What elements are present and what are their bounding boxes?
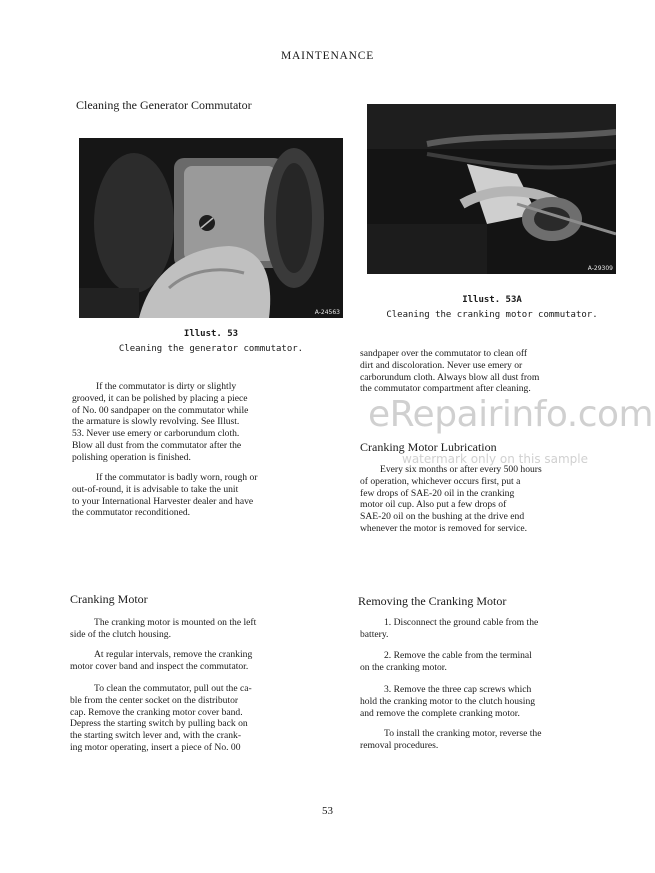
generator-paragraph-1 [72, 381, 352, 464]
illust-53-caption [79, 327, 343, 357]
generator-paragraph-2 [72, 472, 352, 519]
text-line: the commutator reconditioned. [72, 507, 191, 519]
text-line: the commutator compartment after cleaning. [360, 383, 531, 395]
text-line: grooved, it can be polished by placing a piece [72, 392, 248, 404]
text-line: hold the cranking motor to the clutch housing [360, 695, 536, 707]
text-line: whenever the motor is removed for service. [360, 522, 528, 534]
text-line: of operation, whichever occurs first, put a [360, 475, 521, 487]
text-line: cap. Remove the cranking motor cover band. [70, 706, 243, 718]
text-line: motor oil cup. Also put a few drops of [360, 499, 507, 511]
text-line: sandpaper over the commutator to clean off [360, 348, 528, 359]
text-line: battery. [360, 628, 389, 640]
install-instruction [360, 728, 630, 752]
text-line: and remove the complete cranking motor. [360, 707, 520, 719]
text-line: To install the cranking motor, reverse the [384, 728, 542, 739]
caption-number: Illust. 53 [183, 329, 239, 339]
lubrication-paragraph [360, 464, 630, 535]
text-line: side of the clutch housing. [70, 628, 171, 640]
generator-commutator-photo [79, 138, 343, 318]
watermark-large: eRepairinfo.com [368, 394, 654, 435]
text-line: carborundum cloth. Always blow all dust from [360, 371, 540, 383]
text-line: At regular intervals, remove the cranking [94, 649, 253, 660]
text-line: few drops of SAE-20 oil in the cranking [360, 487, 515, 499]
text-line: 3. Remove the three cap screws which [384, 684, 532, 695]
text-line: out-of-round, it is advisable to take the unit [72, 483, 239, 495]
photo-tag-53a: A-29309 [587, 265, 613, 272]
text-line: SAE-20 oil on the bushing at the drive end [360, 511, 525, 523]
text-line: to your International Harvester dealer and have [72, 495, 254, 507]
text-line: The cranking motor is mounted on the left [94, 617, 257, 628]
text-line: 53. Never use emery or carborundum cloth. [72, 428, 240, 440]
removal-step-2 [360, 650, 630, 674]
generator-commutator-heading: Cleaning the Generator Commutator [76, 98, 252, 112]
text-line: removal procedures. [360, 739, 439, 751]
text-line: Blow all dust from the commutator after the [72, 439, 242, 451]
text-line: on the cranking motor. [360, 661, 447, 673]
text-line: Depress the starting switch by pulling back on [70, 718, 248, 730]
caption-number: Illust. 53A [462, 295, 522, 305]
text-line: Every six months or after every 500 hours [380, 464, 542, 475]
illust-53a-caption [362, 293, 622, 323]
cranking-commutator-photo [367, 104, 616, 274]
text-line: ing motor operating, insert a piece of No. 00 [70, 741, 241, 753]
text-line: polishing operation is finished. [72, 451, 191, 463]
caption-text: Cleaning the generator commutator. [118, 344, 304, 354]
cranking-motor-paragraph-1 [70, 617, 355, 641]
cranking-motor-paragraph-3 [70, 683, 355, 754]
photo-tag-53: A-24563 [314, 309, 340, 316]
text-line: 1. Disconnect the ground cable from the [384, 617, 539, 628]
text-line: the armature is slowly revolving. See Illust. [72, 416, 240, 428]
cranking-lubrication-heading: Cranking Motor Lubrication [360, 440, 497, 454]
text-line: To clean the commutator, pull out the ca- [94, 683, 252, 694]
text-line: the starting switch lever and, with the crank- [70, 730, 242, 742]
cranking-motor-heading: Cranking Motor [70, 592, 148, 606]
text-line: motor cover band and inspect the commutator. [70, 660, 249, 672]
text-line: If the commutator is badly worn, rough or [96, 472, 258, 483]
text-line: dirt and discoloration. Never use emery or [360, 359, 523, 371]
section-header: MAINTENANCE [280, 50, 375, 62]
removal-step-3 [360, 684, 630, 719]
text-line: of No. 00 sandpaper on the commutator while [72, 404, 249, 416]
removal-step-1 [360, 617, 630, 641]
text-line: If the commutator is dirty or slightly [96, 381, 237, 392]
page-number: 53 [322, 805, 333, 817]
watermark-small: watermark only on this sample [402, 452, 589, 466]
cranking-cleaning-paragraph [360, 348, 630, 395]
text-line: ble from the center socket on the distributor [70, 694, 239, 706]
removing-cranking-motor-heading: Removing the Cranking Motor [358, 594, 507, 608]
text-line: 2. Remove the cable from the terminal [384, 650, 532, 661]
cranking-motor-paragraph-2 [70, 649, 355, 673]
caption-text: Cleaning the cranking motor commutator. [386, 310, 598, 320]
